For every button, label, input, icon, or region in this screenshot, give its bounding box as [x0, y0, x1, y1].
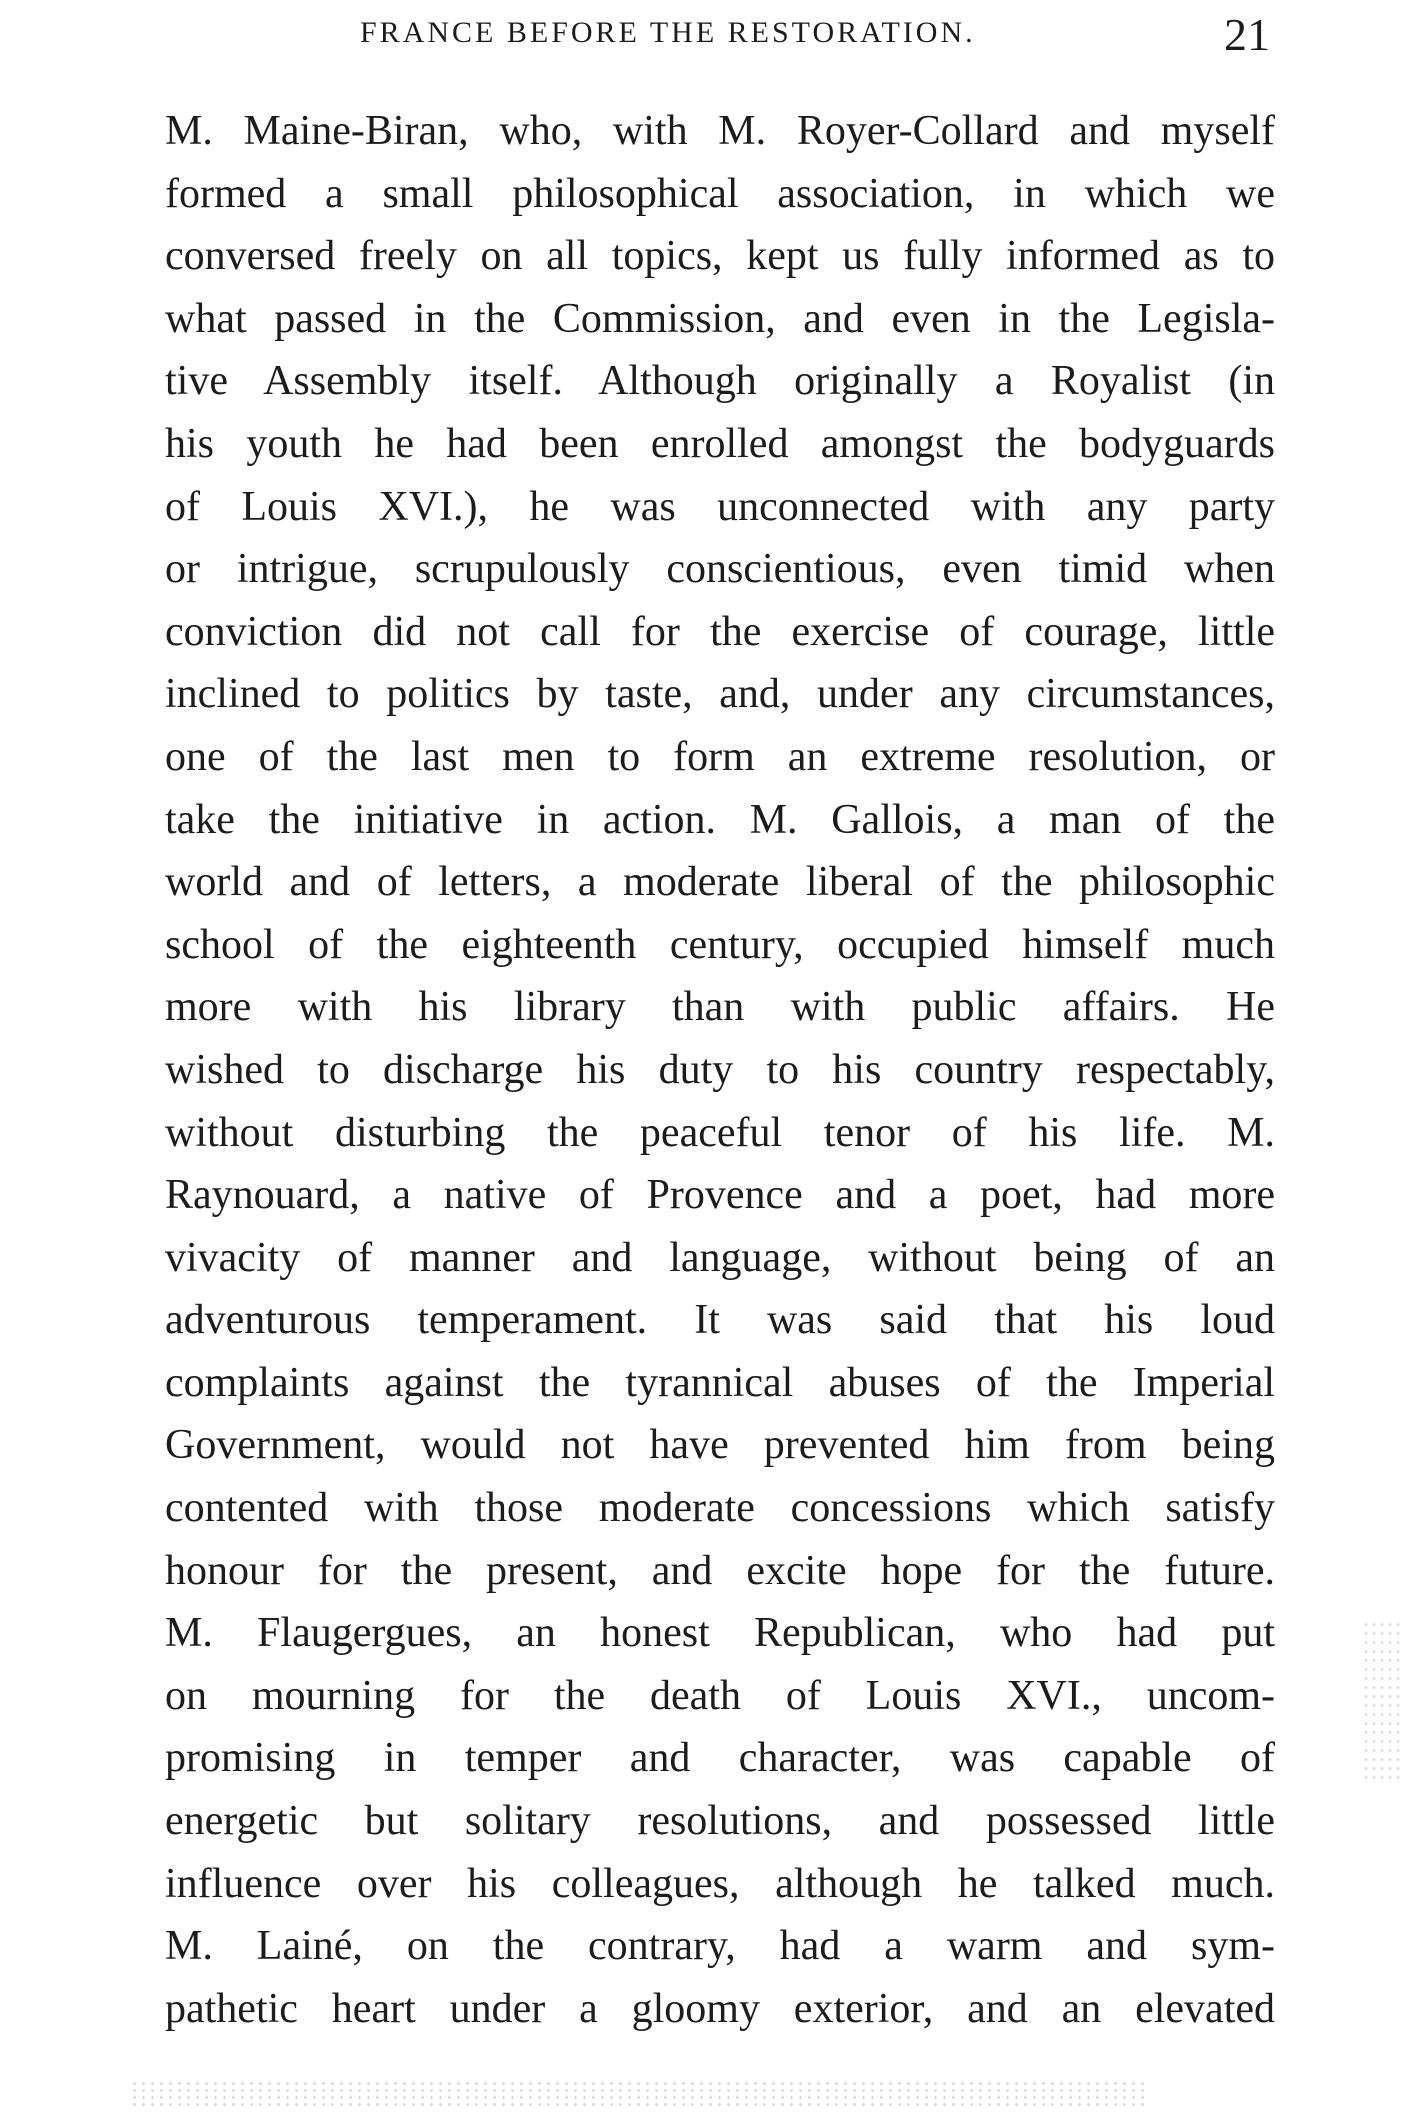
text-line: adventurous temperament. It was said that his loud	[165, 1297, 1275, 1344]
text-line: take the initiative in action. M. Gallois, a man of the	[165, 796, 1275, 843]
scan-noise-edge	[1362, 1620, 1402, 1780]
text-line: school of the eighteenth century, occupied himself much	[165, 921, 1275, 968]
text-line: contented with those moderate concessions which satisfy	[165, 1485, 1275, 1532]
running-head	[165, 10, 1270, 72]
scan-noise-bottom	[130, 2080, 1150, 2110]
text-line: Raynouard, a native of Provence and a poet, had more	[165, 1172, 1275, 1219]
body-text	[165, 100, 1275, 2040]
text-line: what passed in the Commission, and even in the Legisla-	[165, 295, 1275, 342]
text-line: Government, would not have prevented him from being	[165, 1422, 1275, 1469]
page-number: 21	[1224, 9, 1270, 60]
text-line: promising in temper and character, was capable of	[165, 1735, 1275, 1782]
text-line: wished to discharge his duty to his country respectably,	[165, 1046, 1275, 1093]
text-line: of Louis XVI.), he was unconnected with any party	[165, 483, 1275, 530]
text-line: energetic but solitary resolutions, and possessed little	[165, 1798, 1275, 1845]
text-line: complaints against the tyrannical abuses of the Imperial	[165, 1359, 1275, 1406]
running-title: FRANCE BEFORE THE RESTORATION.	[360, 16, 976, 49]
text-line: M. Flaugergues, an honest Republican, who had put	[165, 1610, 1275, 1657]
text-line: world and of letters, a moderate liberal of the philosophic	[165, 859, 1275, 906]
text-line: his youth he had been enrolled amongst the bodyguards	[165, 420, 1275, 467]
text-line: M. Lainé, on the contrary, had a warm and sym-	[165, 1923, 1275, 1970]
text-line: influence over his colleagues, although he talked much.	[165, 1860, 1275, 1907]
text-line: vivacity of manner and language, without being of an	[165, 1234, 1275, 1281]
text-line: tive Assembly itself. Although originally a Royalist (in	[165, 358, 1275, 405]
text-line: honour for the present, and excite hope for the future.	[165, 1547, 1275, 1594]
text-line: pathetic heart under a gloomy exterior, and an elevated	[165, 1985, 1275, 2032]
text-line: inclined to politics by taste, and, under any circumstances,	[165, 671, 1275, 718]
text-line: conversed freely on all topics, kept us fully informed as to	[165, 233, 1275, 280]
text-line: on mourning for the death of Louis XVI., uncom-	[165, 1672, 1275, 1719]
text-line: formed a small philosophical association, in which we	[165, 170, 1275, 217]
text-line: M. Maine-Biran, who, with M. Royer-Collard and myself	[165, 108, 1275, 154]
text-line: without disturbing the peaceful tenor of his life. M.	[165, 1109, 1275, 1156]
text-line: conviction did not call for the exercise of courage, little	[165, 608, 1275, 655]
text-line: one of the last men to form an extreme resolution, or	[165, 733, 1275, 780]
text-line: more with his library than with public affairs. He	[165, 984, 1275, 1031]
text-line: or intrigue, scrupulously conscientious, even timid when	[165, 546, 1275, 593]
